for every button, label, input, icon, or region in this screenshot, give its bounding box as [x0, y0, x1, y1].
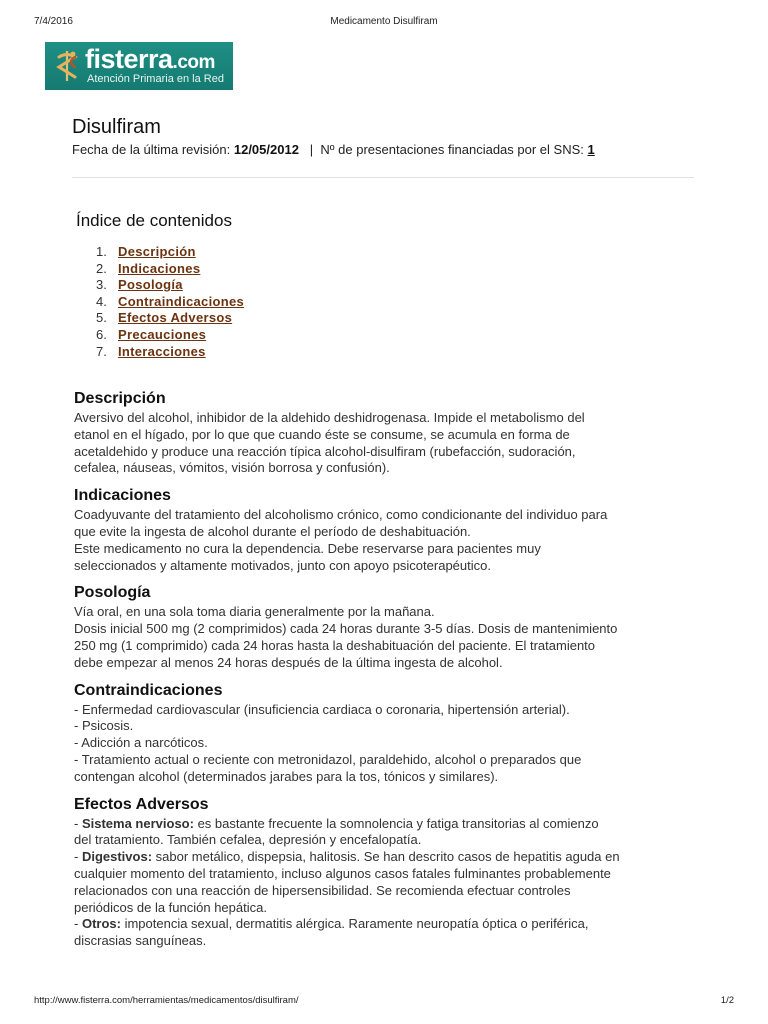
toc-link-contraindicaciones[interactable]: Contraindicaciones — [118, 293, 245, 309]
text-line: relacionados con una reacción de hipersensibilidad. Se recomienda efectuar controles — [74, 882, 571, 898]
toc-item-contraindicaciones: 4. Contraindicaciones — [96, 293, 245, 309]
revision-date: 12/05/2012 — [233, 142, 299, 157]
text-line: - Tratamiento actual o reciente con metronidazol, paraldehido, alcohol o preparados que — [74, 751, 582, 767]
section-heading: Posología — [74, 584, 151, 602]
divider — [72, 177, 694, 178]
print-header — [0, 16, 768, 30]
section-heading: Descripción — [74, 390, 166, 407]
text-line: - Sistema nervioso: es bastante frecuente la somnolencia y fatiga transitorias al comienzo — [74, 815, 599, 831]
toc-link-interacciones[interactable]: Interacciones — [118, 343, 206, 359]
text-line: - Psicosis. — [74, 718, 134, 734]
page-number: 1/2 — [720, 995, 734, 1006]
text-line: del tratamiento. También cefalea, depresión y encefalopatía. — [74, 832, 422, 848]
section-heading: Efectos Adversos — [74, 795, 209, 813]
toc-link-precauciones[interactable]: Precauciones — [118, 326, 207, 342]
section-posologia — [74, 582, 699, 671]
text-line: Coadyuvante del tratamiento del alcoholismo crónico, como condicionante del individuo para — [74, 507, 608, 523]
toc-title: Índice de contenidos — [76, 211, 232, 230]
section-contraindicaciones — [74, 680, 699, 786]
section-heading: Indicaciones — [74, 487, 171, 505]
toc-item-descripcion: 1. Descripción — [96, 244, 196, 259]
text-line: Vía oral, en una sola toma diaria generalmente por la mañana. — [74, 604, 435, 620]
text-line: acetaldehido y produce una reacción típica alcohol-disulfiram (rubefacción, sudoración, — [74, 443, 576, 459]
toc-item-interacciones: 7. Interacciones — [96, 343, 206, 359]
label-otros: Otros: — [81, 916, 121, 932]
section-efectos-adversos — [74, 794, 699, 950]
toc-item-posologia: 3. Posología — [96, 277, 183, 293]
page-title: Disulfiram — [72, 116, 161, 138]
logo-tagline: Atención Primaria en la Red — [87, 73, 224, 85]
fisterra-logo[interactable] — [45, 42, 233, 90]
text-line: - Adicción a narcóticos. — [74, 735, 208, 751]
toc-link-descripcion[interactable]: Descripción — [118, 244, 196, 259]
text-line: debe empezar al menos 24 horas después de la última ingesta de alcohol. — [74, 654, 503, 670]
text-line: contengan alcohol (determinados jarabes para la tos, tónicos y similares). — [74, 768, 499, 784]
toc-item-precauciones: 6. Precauciones — [96, 326, 207, 342]
toc-link-posologia[interactable]: Posología — [118, 277, 183, 293]
text-line: seleccionados y altamente motivados, junto con apoyo psicoterapéutico. — [74, 557, 491, 573]
section-heading: Contraindicaciones — [74, 681, 223, 699]
text-line: Este medicamento no cura la dependencia. Debe reservarse para pacientes muy — [74, 540, 541, 556]
toc-item-indicaciones: 2. Indicaciones — [96, 260, 201, 276]
text-line: cualquier momento del tratamiento, incluso algunos casos fatales fulminantes probablemente — [74, 865, 611, 881]
text-line: - Digestivos: sabor metálico, dispepsia, halitosis. Se han descrito casos de hepatitis aguda en — [74, 849, 620, 865]
print-date: 7/4/2016 — [34, 16, 73, 27]
text-line: - Enfermedad cardiovascular (insuficiencia cardiaca o coronaria, hipertensión arterial). — [74, 701, 570, 717]
label-sistema-nervioso: Sistema nervioso: — [81, 815, 194, 831]
table-of-contents — [96, 244, 244, 360]
text-line: 250 mg (1 comprimido) cada 24 horas hasta la deshabituación del paciente. El tratamiento — [74, 637, 596, 653]
toc-link-indicaciones[interactable]: Indicaciones — [118, 260, 201, 276]
revision-meta: Fecha de la última revisión: 12/05/2012 | Nº de presentaciones financiadas por el SNS: 1 — [72, 142, 595, 157]
section-indicaciones — [74, 485, 699, 574]
text-line: - Otros: impotencia sexual, dermatitis alérgica. Raramente neuropatía óptica o periférica, — [74, 916, 589, 932]
sns-count-link[interactable]: 1 — [587, 142, 595, 157]
text-line: cefalea, náuseas, vómitos, visión borrosa y confusión). — [74, 460, 390, 476]
logo-brand: fisterra.com — [85, 44, 215, 74]
toc-item-efectos-adversos: 5. Efectos Adversos — [96, 310, 233, 326]
text-line: Dosis inicial 500 mg (2 comprimidos) cada 24 horas durante 3-5 días. Dosis de mantenimiento — [74, 621, 618, 637]
text-line: periódicos de la función hepática. — [74, 899, 267, 915]
text-line: Aversivo del alcohol, inhibidor de la aldehido deshidrogenasa. Impide el metabolismo del — [74, 410, 585, 425]
text-line: que evite la ingesta de alcohol durante el período de deshabituación. — [74, 523, 471, 539]
label-digestivos: Digestivos: — [81, 849, 153, 865]
text-line: discrasias sanguíneas. — [74, 933, 207, 949]
toc-link-efectos-adversos[interactable]: Efectos Adversos — [118, 310, 233, 326]
monograph-content — [74, 388, 699, 958]
page-url: http://www.fisterra.com/herramientas/medicamentos/disulfiram/ — [34, 995, 299, 1006]
section-descripcion — [74, 388, 699, 477]
text-line: etanol en el hígado, por lo que que cuando éste se consume, se acumula en forma de — [74, 426, 570, 442]
caduceus-logo-icon — [49, 48, 85, 84]
print-title: Medicamento Disulfiram — [330, 16, 438, 27]
